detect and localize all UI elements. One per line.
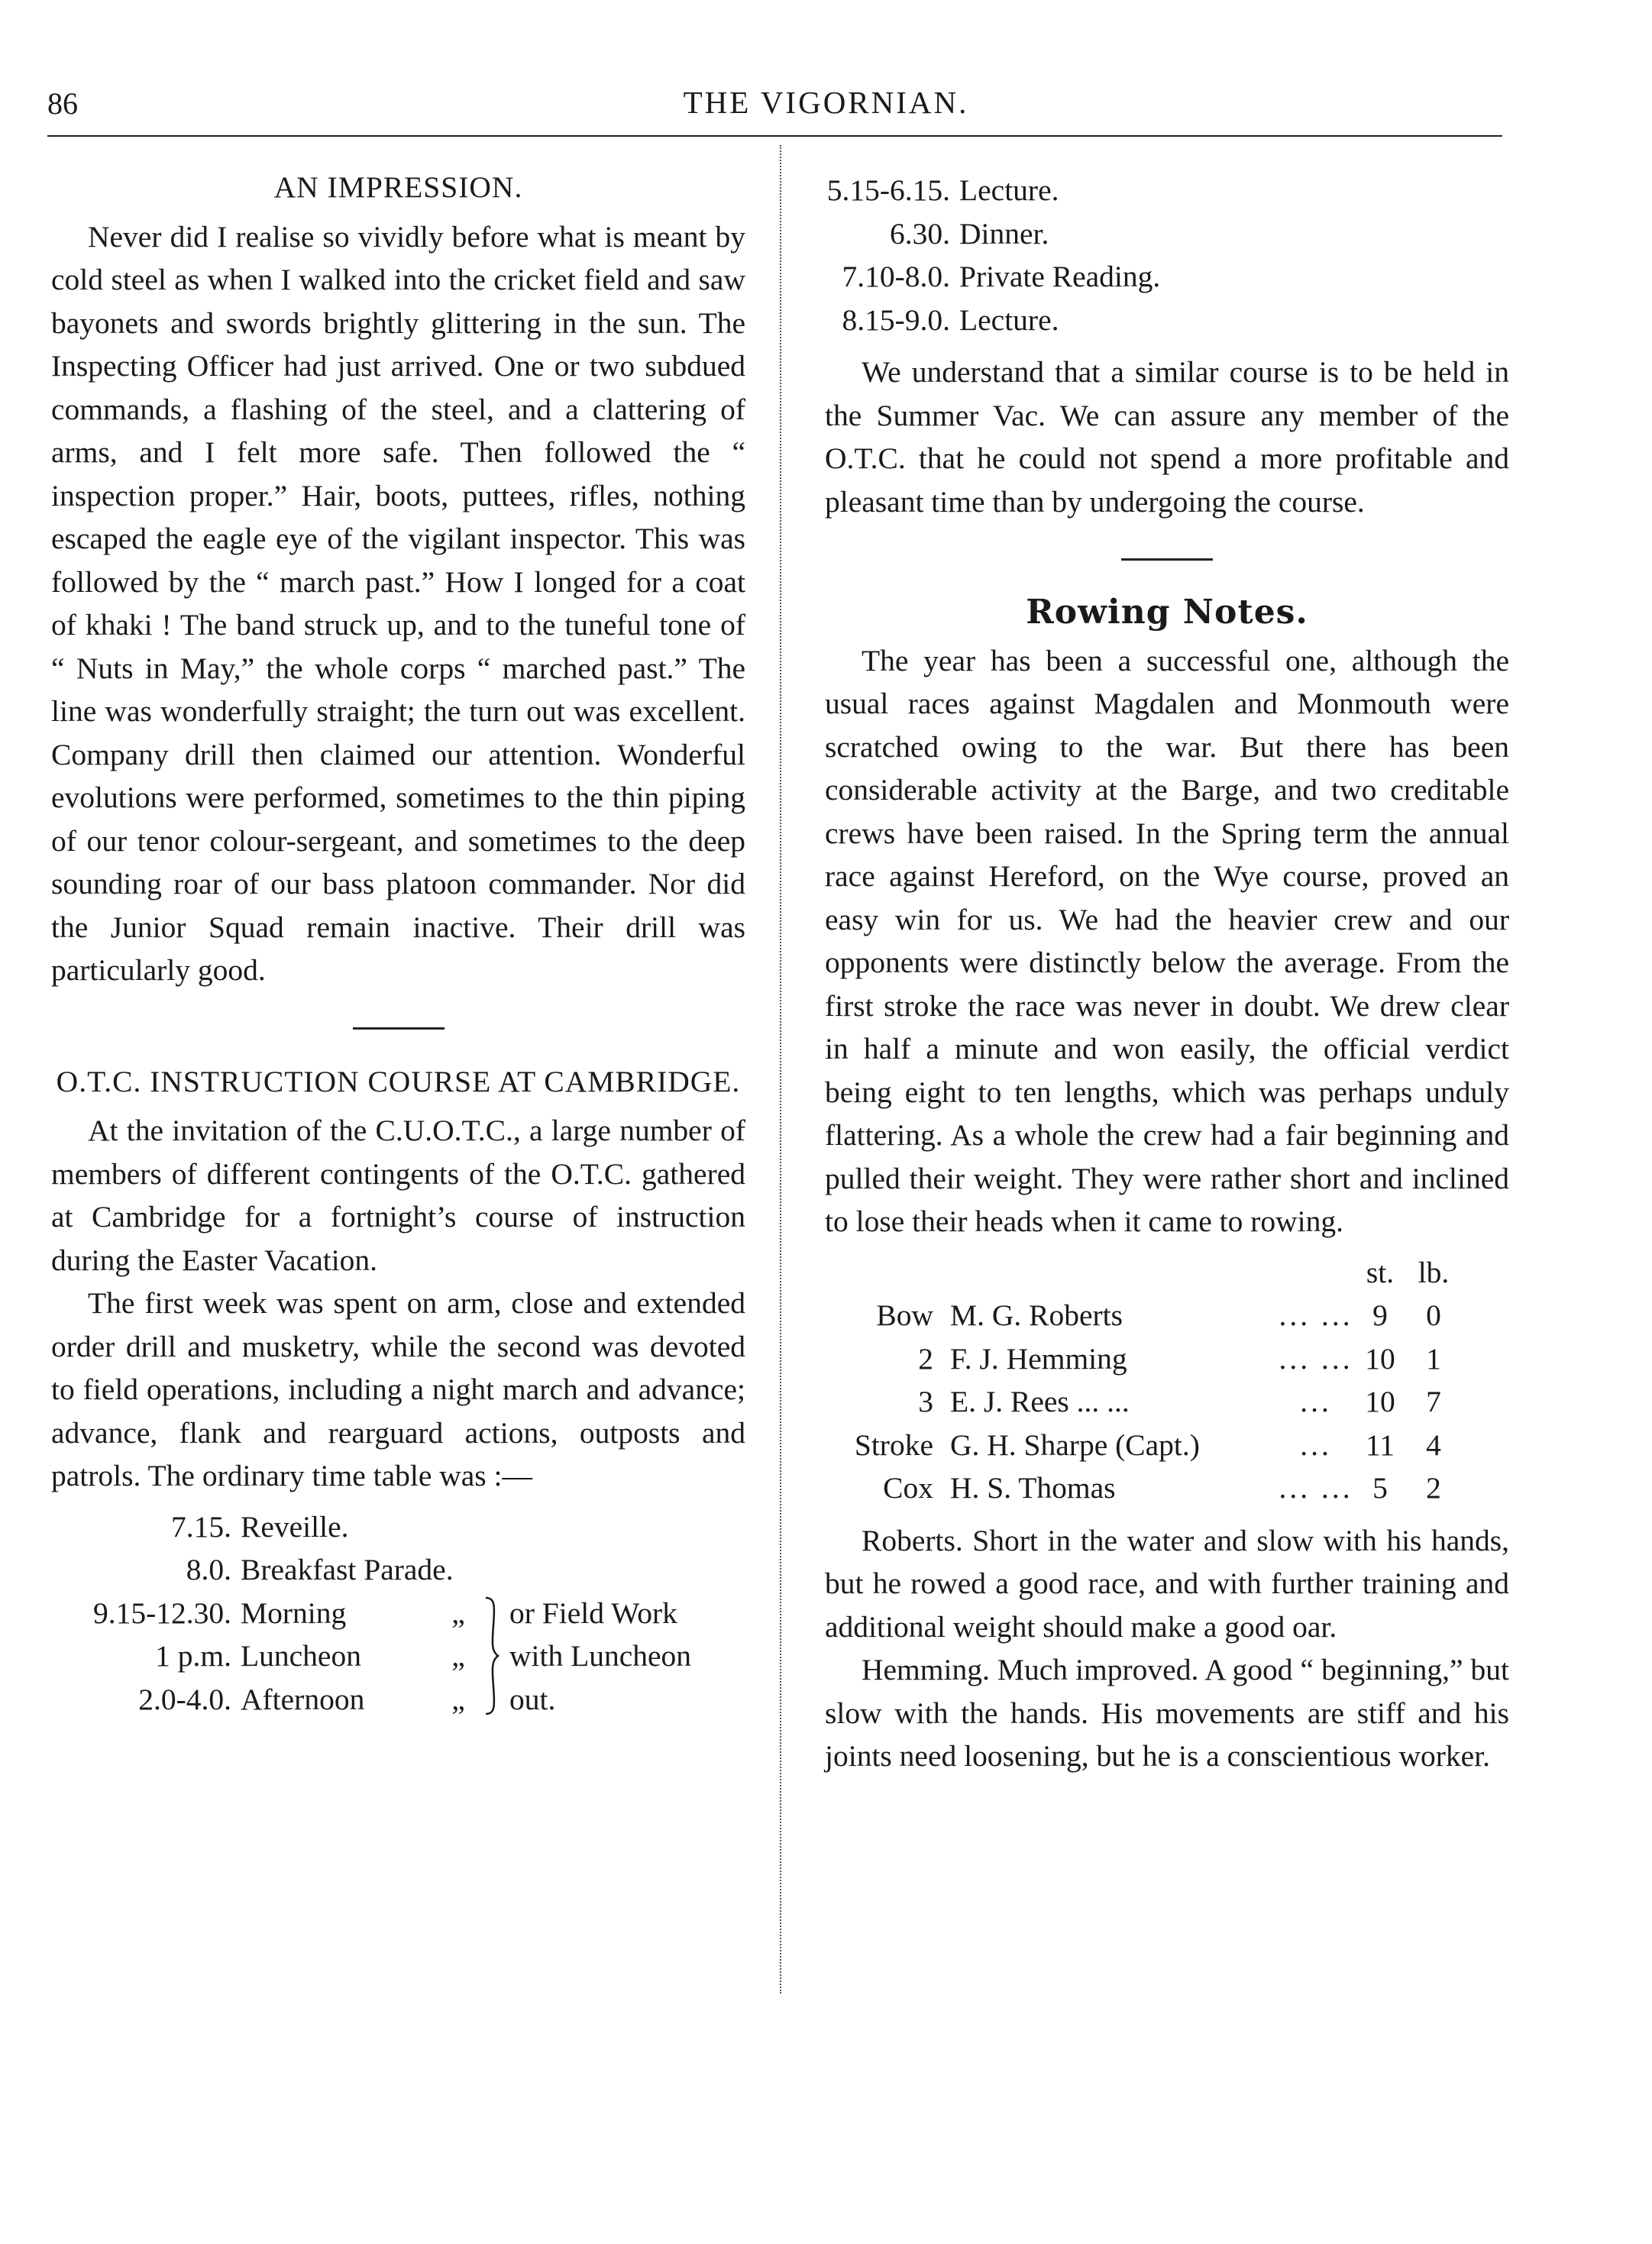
timetable-row bbox=[825, 169, 1509, 212]
crew-row bbox=[825, 1380, 1460, 1424]
timetable-activity: Breakfast Parade. bbox=[241, 1553, 454, 1586]
timetable-time: 7.15. bbox=[171, 1509, 231, 1544]
timetable-activity: Dinner. bbox=[959, 216, 1049, 251]
crew-row bbox=[825, 1424, 1460, 1467]
crew-stone: 10 bbox=[1365, 1385, 1395, 1418]
ditto-mark: „ bbox=[451, 1596, 465, 1630]
timetable-activity: Morning bbox=[241, 1596, 347, 1630]
crew-pounds: 0 bbox=[1426, 1298, 1441, 1332]
crew-row bbox=[825, 1294, 1460, 1337]
timetable-time: 9.15-12.30. bbox=[92, 1596, 231, 1630]
timetable-time: 5.15-6.15. bbox=[826, 173, 950, 207]
crew-seat: 3 bbox=[918, 1385, 933, 1418]
otc-conclusion: We understand that a similar course is to be held in the Summer Vac. We can assure any member of the O.T.C. that he could not spend a more profitable and pleasant time than by undergoing the course. bbox=[825, 355, 1509, 519]
timetable-time: 2.0-4.0. bbox=[138, 1682, 231, 1716]
crew-header-row bbox=[825, 1251, 1460, 1295]
timetable-row bbox=[825, 255, 1509, 299]
crew-name: F. J. Hemming bbox=[950, 1341, 1127, 1376]
otc-title: O.T.C. INSTRUCTION COURSE AT CAMBRIDGE. bbox=[56, 1064, 741, 1098]
crew-pounds: 2 bbox=[1426, 1471, 1441, 1505]
timetable-time: 7.10-8.0. bbox=[842, 260, 950, 293]
crew-stone: 11 bbox=[1365, 1428, 1395, 1462]
leader-dots: ... ... bbox=[1279, 1471, 1353, 1505]
timetable-activity: Private Reading. bbox=[959, 260, 1161, 293]
timetable-group-rows bbox=[51, 1592, 477, 1722]
crew-row bbox=[825, 1337, 1460, 1381]
crew-seat: Bow bbox=[876, 1298, 933, 1332]
timetable-note-line: with Luncheon bbox=[509, 1639, 692, 1673]
crew-note-roberts: Roberts. Short in the water and slow with his hands, but he rowed a good race, and with further training and additional weight should make a good oar. bbox=[825, 1523, 1509, 1644]
timetable-row bbox=[51, 1548, 745, 1592]
timetable-time: 8.15-9.0. bbox=[842, 302, 950, 337]
crew-name: E. J. Rees ... ... bbox=[950, 1385, 1130, 1418]
leader-dots: ... ... bbox=[1279, 1298, 1353, 1332]
timetable-row bbox=[51, 1505, 745, 1549]
ditto-mark: „ bbox=[451, 1682, 465, 1716]
crew-seat: Stroke bbox=[854, 1428, 933, 1462]
left-column bbox=[51, 157, 745, 1721]
timetable-time: 6.30. bbox=[890, 216, 950, 251]
crew-pounds: 4 bbox=[1426, 1428, 1441, 1462]
timetable-activity: Lecture. bbox=[959, 173, 1059, 207]
running-title: THE VIGORNIAN. bbox=[683, 85, 969, 120]
ditto-mark: „ bbox=[451, 1639, 465, 1673]
header-rule bbox=[47, 135, 1502, 137]
timetable bbox=[51, 1505, 745, 1722]
pounds-header: lb. bbox=[1418, 1255, 1450, 1289]
timetable-activity: Afternoon bbox=[241, 1682, 365, 1716]
stone-header: st. bbox=[1366, 1255, 1395, 1289]
timetable-activity: Lecture. bbox=[959, 302, 1059, 337]
crew-note-hemming: Hemming. Much improved. A good “ beginning,” but slow with the hands. His movements are stiff and his joints need loosening, but he is a conscientious worker. bbox=[825, 1653, 1509, 1773]
timetable-activity: Reveille. bbox=[241, 1509, 349, 1544]
timetable-activity: Luncheon bbox=[241, 1639, 361, 1673]
column-divider bbox=[780, 145, 781, 1993]
otc-paragraph: The first week was spent on arm, close and extended order drill and musketry, while the second was devoted to field operations, including a night march and advance; advance, flank and rearguard actions, outposts and patrols. The ordinary time table was :— bbox=[51, 1286, 745, 1492]
crew-stone: 10 bbox=[1365, 1341, 1395, 1376]
timetable-time: 8.0. bbox=[186, 1553, 231, 1586]
rowing-text: The year has been a successful one, although the usual races against Magdalen and Monmouth were scratched owing to the war. But there has been considerable activity at the Barge, and two creditable crews have been raised. In the Spring term the annual race against Hereford, on the Wye course, proved an easy win for us. We had the heavier crew and our opponents were distinctly below the average. From the first stroke the race was never in doubt. We drew clear in half a minute and won easily, the official verdict being eight to ten lengths, which was perhaps unduly flattering. As a whole the crew had a fair beginning and pulled their weight. They were rather short and inclined to lose their heads when it came to rowing. bbox=[825, 643, 1509, 1238]
crew-stone: 9 bbox=[1372, 1298, 1388, 1332]
leader-dots: ... bbox=[1300, 1385, 1332, 1418]
otc-paragraph: At the invitation of the C.U.O.T.C., a large number of members of different contingents of the O.T.C. gathered at Cambridge for a fortnight’s course of instruction during the Easter Vacation. bbox=[51, 1114, 745, 1277]
impression-text: Never did I realise so vividly before what is meant by cold steel as when I walked into the cricket field and saw bayonets and swords brightly glittering in the sun. The Inspecting Officer had just arrived. One or two subdued commands, a flashing of the steel, and a clattering of arms, and I felt more safe. Then followed the “ inspection proper.” Hair, boots, puttees, rifles, nothing escaped the eagle eye of the vigilant inspector. This was followed by the “ march past.” How I longed for a coat of khaki ! The band struck up, and to the tuneful tone of “ Nuts in May,” the whole corps “ marched past.” The line was wonderfully straight; the turn out was excellent. Company drill then claimed our attention. Wonderful evolutions were performed, sometimes to the thin piping of our tenor colour-sergeant, and sometimes to the deep sounding roar of our bass platoon commander. Nor did the Junior Squad remain inactive. Their drill was particularly good. bbox=[51, 219, 745, 987]
timetable-group bbox=[51, 1592, 745, 1722]
timetable-row bbox=[51, 1678, 477, 1722]
impression-title: AN IMPRESSION. bbox=[273, 170, 523, 204]
crew-seat: Cox bbox=[883, 1471, 933, 1505]
timetable-row bbox=[51, 1592, 477, 1635]
timetable-row bbox=[825, 212, 1509, 256]
timetable-row bbox=[825, 299, 1509, 342]
page-number: 86 bbox=[47, 86, 78, 121]
timetable-time: 1 p.m. bbox=[155, 1639, 231, 1673]
crew-pounds: 7 bbox=[1426, 1385, 1441, 1418]
timetable-note-line: or Field Work bbox=[509, 1596, 677, 1630]
crew-table bbox=[825, 1251, 1460, 1510]
leader-dots: ... bbox=[1300, 1428, 1332, 1462]
section-separator bbox=[1121, 558, 1213, 561]
crew-stone: 5 bbox=[1372, 1471, 1388, 1505]
timetable-continued bbox=[825, 169, 1509, 341]
crew-name: H. S. Thomas bbox=[950, 1471, 1116, 1505]
crew-pounds: 1 bbox=[1426, 1341, 1441, 1376]
crew-seat: 2 bbox=[918, 1341, 933, 1376]
timetable-note bbox=[505, 1592, 745, 1722]
crew-row bbox=[825, 1466, 1460, 1510]
timetable-note-line: out. bbox=[509, 1682, 556, 1716]
crew-name: G. H. Sharpe (Capt.) bbox=[950, 1428, 1200, 1462]
section-separator bbox=[353, 1027, 445, 1030]
right-column bbox=[825, 157, 1509, 1778]
timetable-row bbox=[51, 1634, 477, 1678]
crew-name: M. G. Roberts bbox=[950, 1298, 1123, 1332]
brace-icon bbox=[477, 1592, 505, 1722]
rowing-title: Rowing Notes. bbox=[1026, 593, 1308, 632]
leader-dots: ... ... bbox=[1279, 1341, 1353, 1376]
